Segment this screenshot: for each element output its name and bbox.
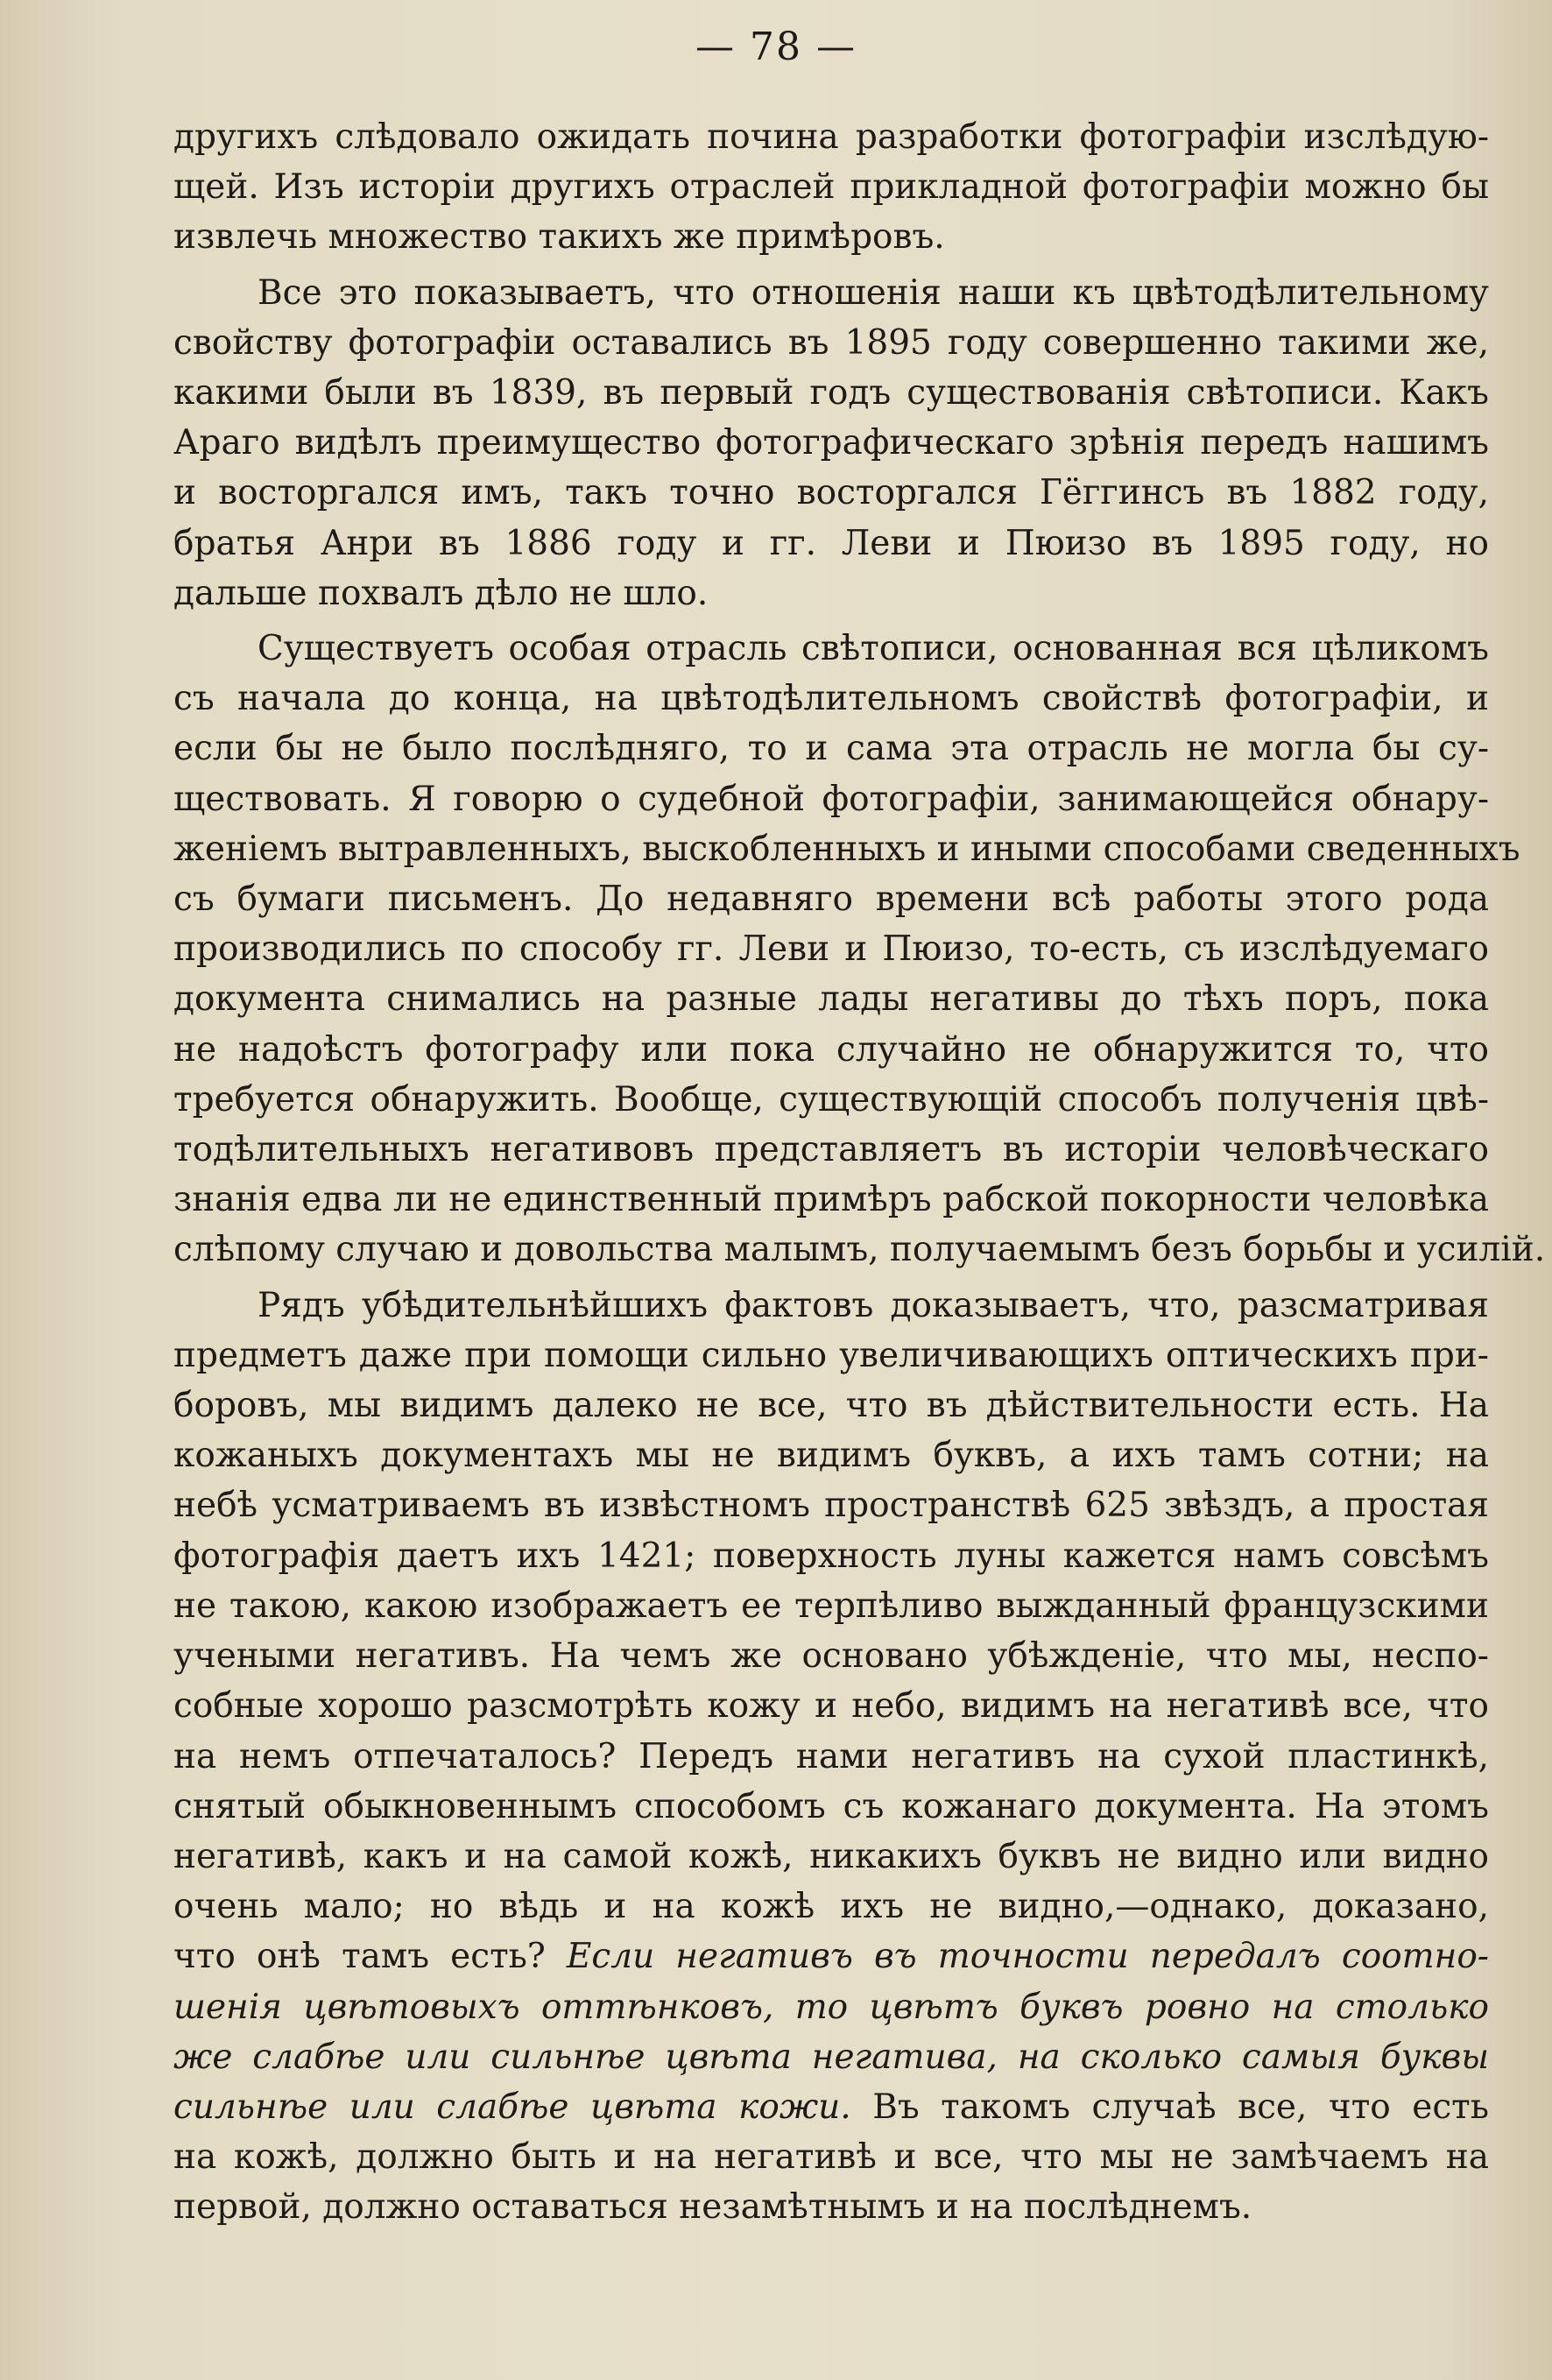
- text-line: предметъ даже при помощи сильно увеличивающихъ оптическихъ при-: [173, 1335, 1489, 1375]
- text-line: производились по способу гг. Леви и Пюизо, то-есть, съ изслѣдуемаго: [173, 929, 1489, 970]
- text-line: Рядъ убѣдительнѣйшихъ фактовъ доказываетъ, что, разсматривая: [257, 1285, 1489, 1325]
- page-number: — 78 —: [695, 25, 857, 69]
- text-line: негативѣ, какъ и на самой кожѣ, никакихъ буквъ не видно или видно: [173, 1836, 1489, 1876]
- text-line: какими были въ 1839, въ первый годъ существованія свѣтописи. Какъ: [173, 373, 1489, 413]
- italic-text: же слабѣе или сильнѣе цвѣта негатива, на сколько самыя буквы: [173, 2037, 1489, 2077]
- paragraph: [173, 268, 1489, 618]
- text-line: первой, должно оставаться незамѣтнымъ и на послѣднемъ.: [173, 2187, 1252, 2228]
- text-line: [173, 2032, 1489, 2082]
- text-line: кожаныхъ документахъ мы не видимъ буквъ, а ихъ тамъ сотни; на: [173, 1436, 1489, 1476]
- text-line: что онѣ тамъ есть? Если негативъ въ точности передалъ соотно-: [173, 1937, 1489, 1977]
- text-line: тодѣлительныхъ негативовъ представляетъ въ исторіи человѣческаго: [173, 1130, 1489, 1170]
- text-line: сильнѣе или слабѣе цвѣта кожи. Въ такомъ случаѣ все, что есть: [173, 2087, 1489, 2127]
- text-line: съ бумаги письменъ. До недавняго времени всѣ работы этого рода: [173, 879, 1489, 920]
- italic-text: Если негативъ въ точности передалъ соотно-: [566, 1937, 1489, 1977]
- text-line: очень мало; но вѣдь и на кожѣ ихъ не видно,—однако, доказано,: [173, 1887, 1489, 1927]
- text-line: Все это показываетъ, что отношенія наши къ цвѣтодѣлительному: [257, 272, 1489, 313]
- text-line: Существуетъ особая отрасль свѣтописи, основанная вся цѣликомъ: [257, 629, 1489, 669]
- text-line: свойству фотографіи оставались въ 1895 году совершенно такими же,: [173, 322, 1489, 363]
- text-line: учеными негативъ. На чемъ же основано убѣжденіе, что мы, неспо-: [173, 1636, 1489, 1677]
- text-line: ществовать. Я говорю о судебной фотографіи, занимающейся обнару-: [173, 779, 1489, 819]
- text-line: щей. Изъ исторіи другихъ отраслей прикладной фотографіи можно бы: [173, 167, 1489, 208]
- text-line: Араго видѣлъ преимущество фотографическаго зрѣнія передъ нашимъ: [173, 423, 1489, 463]
- text-line: дальше похвалъ дѣло не шло.: [173, 573, 709, 613]
- text-line: на кожѣ, должно быть и на негативѣ и все, что мы не замѣчаемъ на: [173, 2137, 1489, 2178]
- text-line: на немъ отпечаталось? Передъ нами негативъ на сухой пластинкѣ,: [173, 1736, 1489, 1776]
- text-line: боровъ, мы видимъ далеко не все, что въ дѣйствительности есть. На: [173, 1386, 1489, 1426]
- text-line: и восторгался имъ, такъ точно восторгался Гёггинсъ въ 1882 году,: [173, 473, 1489, 513]
- text-line: снятый обыкновеннымъ способомъ съ кожанаго документа. На этомъ: [173, 1786, 1489, 1826]
- italic-text: сильнѣе или слабѣе цвѣта кожи.: [173, 2087, 851, 2127]
- text-line: извлечь множество такихъ же примѣровъ.: [173, 217, 945, 258]
- text-line: требуется обнаружить. Вообще, существующій способъ полученія цвѣ-: [173, 1079, 1489, 1119]
- text-line: документа снимались на разные лады негативы до тѣхъ поръ, пока: [173, 979, 1489, 1020]
- text-line: собные хорошо разсмотрѣть кожу и небо, видимъ на негативѣ все, что: [173, 1686, 1489, 1727]
- paragraph: [173, 1281, 1489, 2233]
- text-line: если бы не было послѣдняго, то и сама эта отрасль не могла бы су-: [173, 729, 1489, 769]
- text-line: [173, 1982, 1489, 2032]
- text-line: братья Анри въ 1886 году и гг. Леви и Пюизо въ 1895 году, но: [173, 523, 1489, 563]
- paragraph: [173, 624, 1546, 1275]
- text-line: женіемъ вытравленныхъ, выскобленныхъ и иными способами сведенныхъ: [173, 829, 1520, 869]
- page-body: [173, 112, 1546, 2233]
- italic-text: шенія цвѣтовыхъ оттѣнковъ, то цвѣтъ буквъ ровно на столько: [173, 1987, 1489, 2027]
- text-line: фотографія даетъ ихъ 1421; поверхность луны кажется намъ совсѣмъ: [173, 1536, 1489, 1576]
- text-line: другихъ слѣдовало ожидать почина разработки фотографіи изслѣдую-: [173, 117, 1489, 157]
- text-line: не надоѣстъ фотографу или пока случайно не обнаружится то, что: [173, 1029, 1489, 1070]
- paragraph: [173, 112, 1489, 263]
- text-line: слѣпому случаю и довольства малымъ, получаемымъ безъ борьбы и усилій.: [173, 1230, 1546, 1270]
- text-line: не такою, какою изображаетъ ее терпѣливо выжданный французскими: [173, 1585, 1489, 1626]
- text-line: съ начала до конца, на цвѣтодѣлительномъ свойствѣ фотографіи, и: [173, 679, 1489, 719]
- text-line: знанія едва ли не единственный примѣръ рабской покорности человѣка: [173, 1180, 1489, 1220]
- text-line: небѣ усматриваемъ въ извѣстномъ пространствѣ 625 звѣздъ, а простая: [173, 1486, 1489, 1526]
